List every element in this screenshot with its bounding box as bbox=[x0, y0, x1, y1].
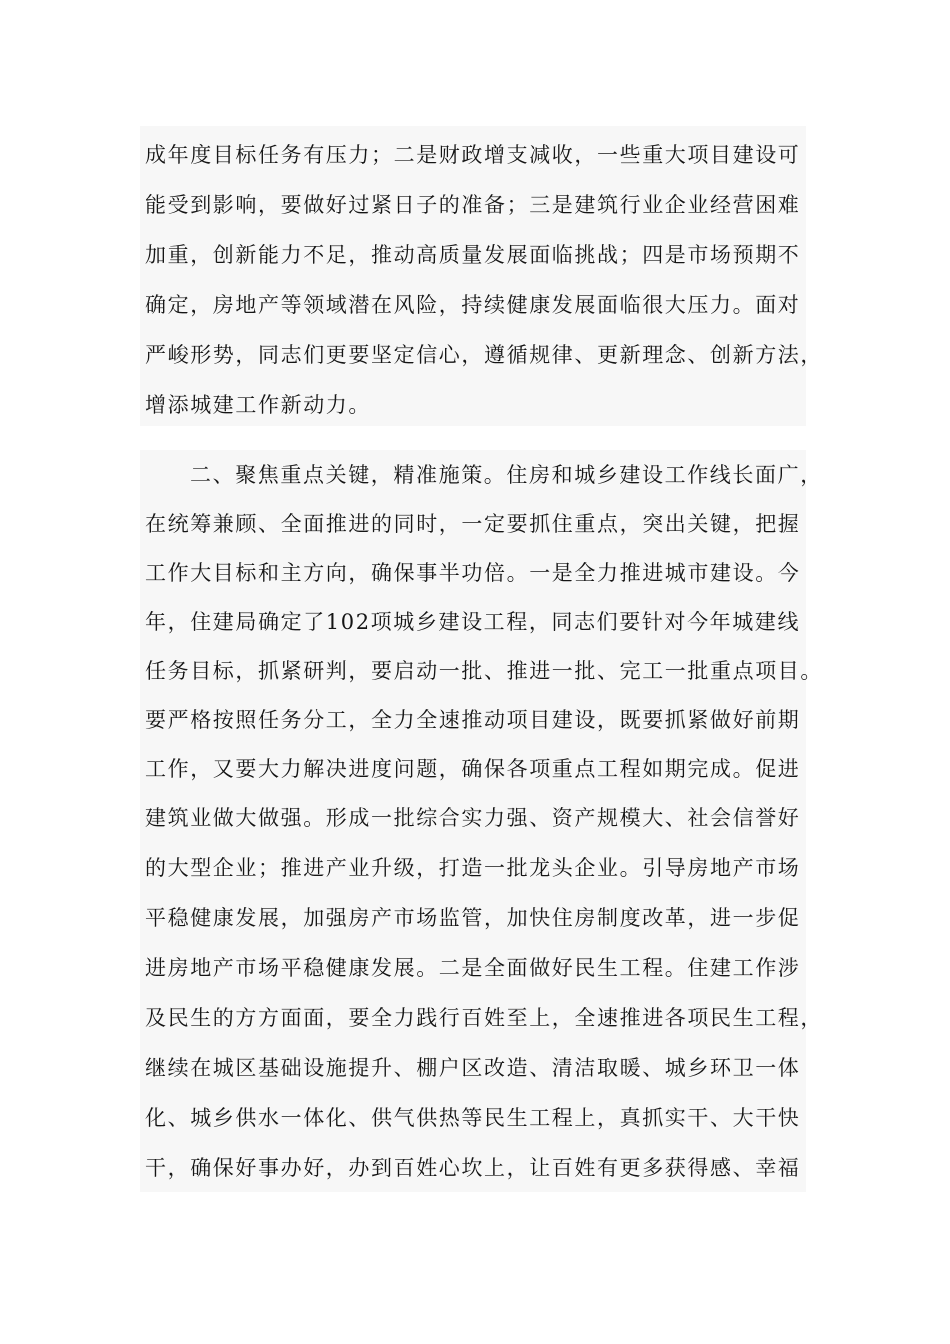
text-line: 及民生的方方面面，要全力践行百姓至上，全速推进各项民生工程， bbox=[145, 1006, 823, 1030]
text-line: 确定，房地产等领域潜在风险，持续健康发展面临很大压力。面对 bbox=[145, 293, 801, 317]
text-line: 干，确保好事办好，办到百姓心坎上，让百姓有更多获得感、幸福 bbox=[145, 1156, 801, 1180]
text-line: 在统筹兼顾、全面推进的同时，一定要抓住重点，突出关键，把握 bbox=[145, 512, 801, 536]
text-line: 二、聚焦重点关键，精准施策。住房和城乡建设工作线长面广， bbox=[190, 463, 823, 487]
text-line: 化、城乡供水一体化、供气供热等民生工程上，真抓实干、大干快 bbox=[145, 1106, 801, 1130]
text-line: 加重，创新能力不足，推动高质量发展面临挑战；四是市场预期不 bbox=[145, 243, 801, 267]
text-line: 建筑业做大做强。形成一批综合实力强、资产规模大、社会信誉好 bbox=[145, 806, 801, 830]
text-line: 任务目标，抓紧研判，要启动一批、推进一批、完工一批重点项目。 bbox=[145, 659, 823, 683]
text-line: 增添城建工作新动力。 bbox=[145, 393, 371, 417]
text-line: 严峻形势，同志们更要坚定信心，遵循规律、更新理念、创新方法， bbox=[145, 343, 823, 367]
paragraph-1 bbox=[140, 126, 823, 426]
paragraph-2 bbox=[140, 450, 823, 1192]
text-line: 年，住建局确定了102项城乡建设工程，同志们要针对今年城建线 bbox=[145, 610, 801, 634]
text-line: 进房地产市场平稳健康发展。二是全面做好民生工程。住建工作涉 bbox=[145, 956, 801, 980]
text-line: 的大型企业；推进产业升级，打造一批龙头企业。引导房地产市场 bbox=[145, 856, 801, 880]
text-line: 平稳健康发展，加强房产市场监管，加快住房制度改革，进一步促 bbox=[145, 906, 801, 930]
text-line: 能受到影响，要做好过紧日子的准备；三是建筑行业企业经营困难 bbox=[145, 193, 801, 217]
text-line: 工作，又要大力解决进度问题，确保各项重点工程如期完成。促进 bbox=[145, 757, 801, 781]
text-line: 工作大目标和主方向，确保事半功倍。一是全力推进城市建设。今 bbox=[145, 561, 801, 585]
text-line: 继续在城区基础设施提升、棚户区改造、清洁取暖、城乡环卫一体 bbox=[145, 1056, 801, 1080]
text-line: 要严格按照任务分工，全力全速推动项目建设，既要抓紧做好前期 bbox=[145, 708, 801, 732]
text-line: 成年度目标任务有压力；二是财政增支减收，一些重大项目建设可 bbox=[145, 143, 801, 167]
